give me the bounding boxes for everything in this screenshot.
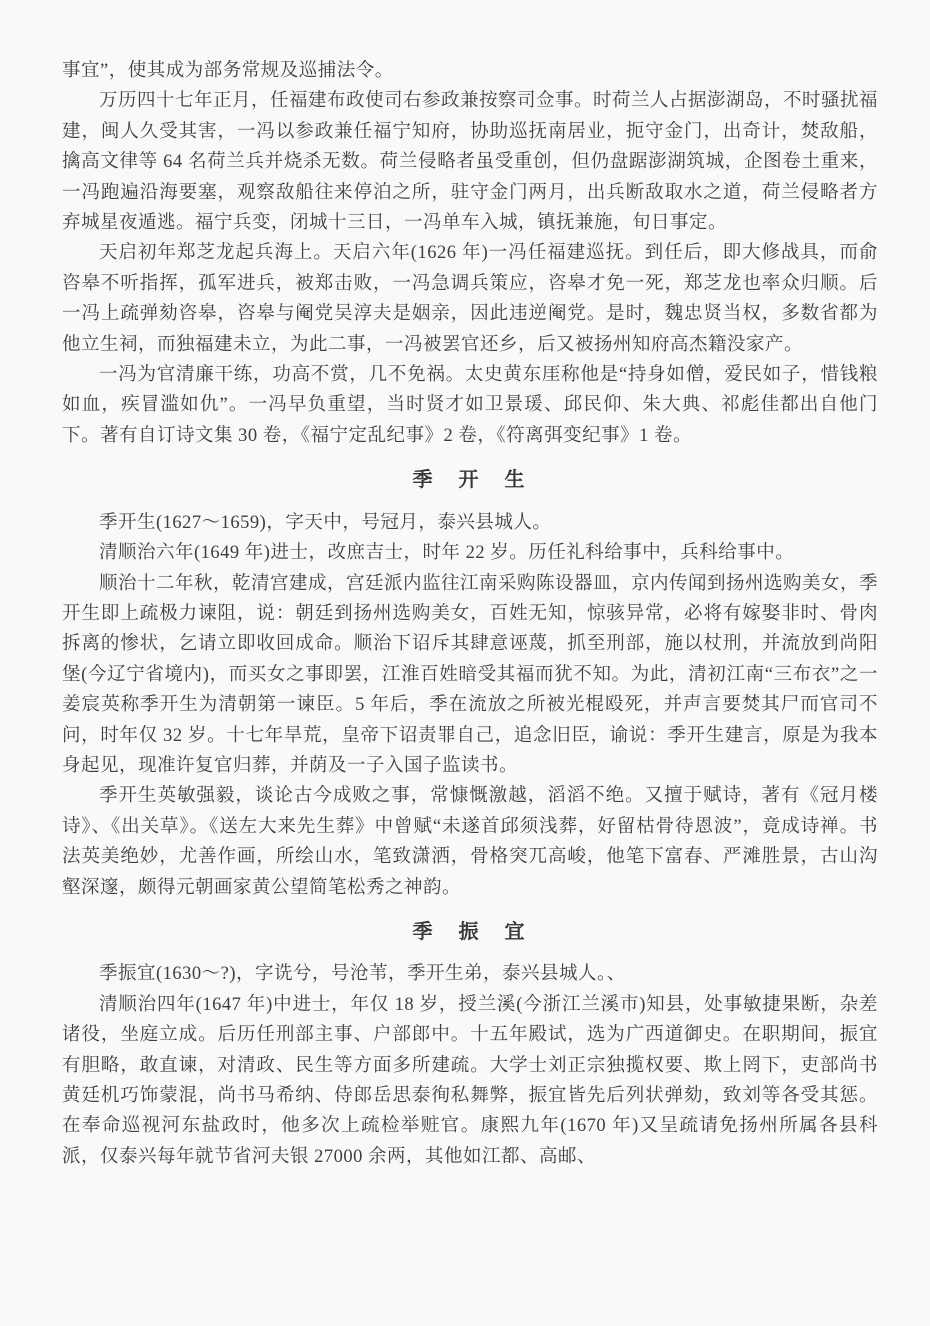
- section-heading-ji-zhenyi: 季 振 宜: [412, 920, 528, 943]
- body-paragraph: 清顺治六年(1649 年)进士，改庶吉士，时年 22 岁。历任礼科给事中，兵科给事中。: [99, 543, 795, 564]
- body-paragraph: 顺治十二年秋，乾清宫建成，宫廷派内监往江南采购陈设器皿，京内传闻到扬州选购美女，季开生即上疏极力谏阻，说：朝廷到扬州选购美女，百姓无知，惊骇异常，必将有嫁娶非时、骨肉拆离的惨状，乞请立即收回成命。顺治下诏斥其肆意诬蔑，抓至刑部，施以杖刑，并流放到尚阳堡(今辽宁省境内)，而买女之事即罢，江淮百姓暗受其福而犹不知。为此，清初江南“三布衣”之一姜宸英称季开生为清朝第一谏臣。5 年后，季在流放之所被光棍殴死，并声言要焚其尸而官司不问，时年仅 32 岁。十七年旱荒，皇帝下诏责罪自己，追念旧臣，谕说：季开生建言，原是为我本身起见，现准许复官归葬，并荫及一子入国子监读书。: [62, 573, 879, 776]
- body-paragraph: 季振宜(1630～?)，字诜兮，号沧苇，季开生弟，泰兴县城人。、: [99, 964, 626, 985]
- body-paragraph: 季开生英敏强毅，谈论古今成败之事，常慷慨激越，滔滔不绝。又擅于赋诗，著有《冠月楼诗》、《出关草》。《送左大来先生葬》中曾赋“未遂首邱须浅葬，好留枯骨待恩波”，竟成诗禅。书法英美绝妙，尤善作画，所绘山水，笔致潇洒，骨格突兀高峻，他笔下富春、严滩胜景，古山沟壑深邃，颇得元朝画家黄公望简笔松秀之神韵。: [62, 786, 878, 898]
- body-paragraph: 一冯为官清廉干练，功高不赏，几不免祸。太史黄东厓称他是“持身如僧，爱民如子，惜钱粮如血，疾冒滥如仇”。一冯早负重望，当时贤才如卫景瑗、邱民仰、朱大典、祁彪佳都出自他门下。著有自订诗文集 30 卷，《福宁定乱纪事》2 卷，《符离弭变纪事》1 卷。: [62, 365, 878, 446]
- body-paragraph: 事宜”，使其成为部务常规及巡捕法令。: [62, 61, 394, 81]
- body-paragraph: 万历四十七年正月，任福建布政使司右参政兼按察司佥事。时荷兰人占据澎湖岛，不时骚扰福建，闽人久受其害，一冯以参政兼任福宁知府，协助巡抚南居业，扼守金门，出奇计，焚敌船，擒高文律等 64 名荷兰兵并烧杀无数。荷兰侵略者虽受重创，但仍盘踞澎湖筑城，企图卷土重来，一冯跑遍沿海要塞，观察敌船往来停泊之所，驻守金门两月，出兵断敌取水之道，荷兰侵略者方弃城星夜遁逃。福宁兵变，闭城十三日，一冯单车入城，镇抚兼施，旬日事定。: [62, 91, 879, 234]
- section-heading-ji-kaisheng: 季 开 生: [412, 469, 528, 492]
- body-paragraph: 清顺治四年(1647 年)中进士，年仅 18 岁，授兰溪(今浙江兰溪市)知县，处事敏捷果断，杂差诸役，坐庭立成。后历任刑部主事、户部郎中。十五年殿试，选为广西道御史。在职期间，振宜有胆略，敢直谏，对清政、民生等方面多所建疏。大学士刘正宗独揽权要、欺上罔下，吏部尚书黄廷机巧饰蒙混，尚书马希纳、侍郎岳思泰徇私舞弊，振宜皆先后列状弹劾，致刘等各受其惩。在奉命巡视河东盐政时，他多次上疏检举赃官。康熙九年(1670 年)又呈疏请免扬州所属各县科派，仅泰兴每年就节省河夫银 27000 余两，其他如江都、高邮、: [62, 994, 878, 1167]
- body-paragraph: 季开生(1627～1659)，字天中，号冠月，泰兴县城人。: [99, 512, 552, 533]
- body-paragraph: 天启初年郑芝龙起兵海上。天启六年(1626 年)一冯任福建巡抚。到任后，即大修战具，而俞咨皋不听指挥，孤军进兵，被郑击败，一冯急调兵策应，咨皋才免一死，郑芝龙也率众归顺。后一冯上疏弹劾咨皋，咨皋与阉党吴淳夫是姻亲，因此违逆阉党。是时，魏忠贤当权，多数省都为他立生祠，而独福建未立，为此二事，一冯被罢官还乡，后又被扬州知府高杰籍没家产。: [62, 243, 878, 355]
